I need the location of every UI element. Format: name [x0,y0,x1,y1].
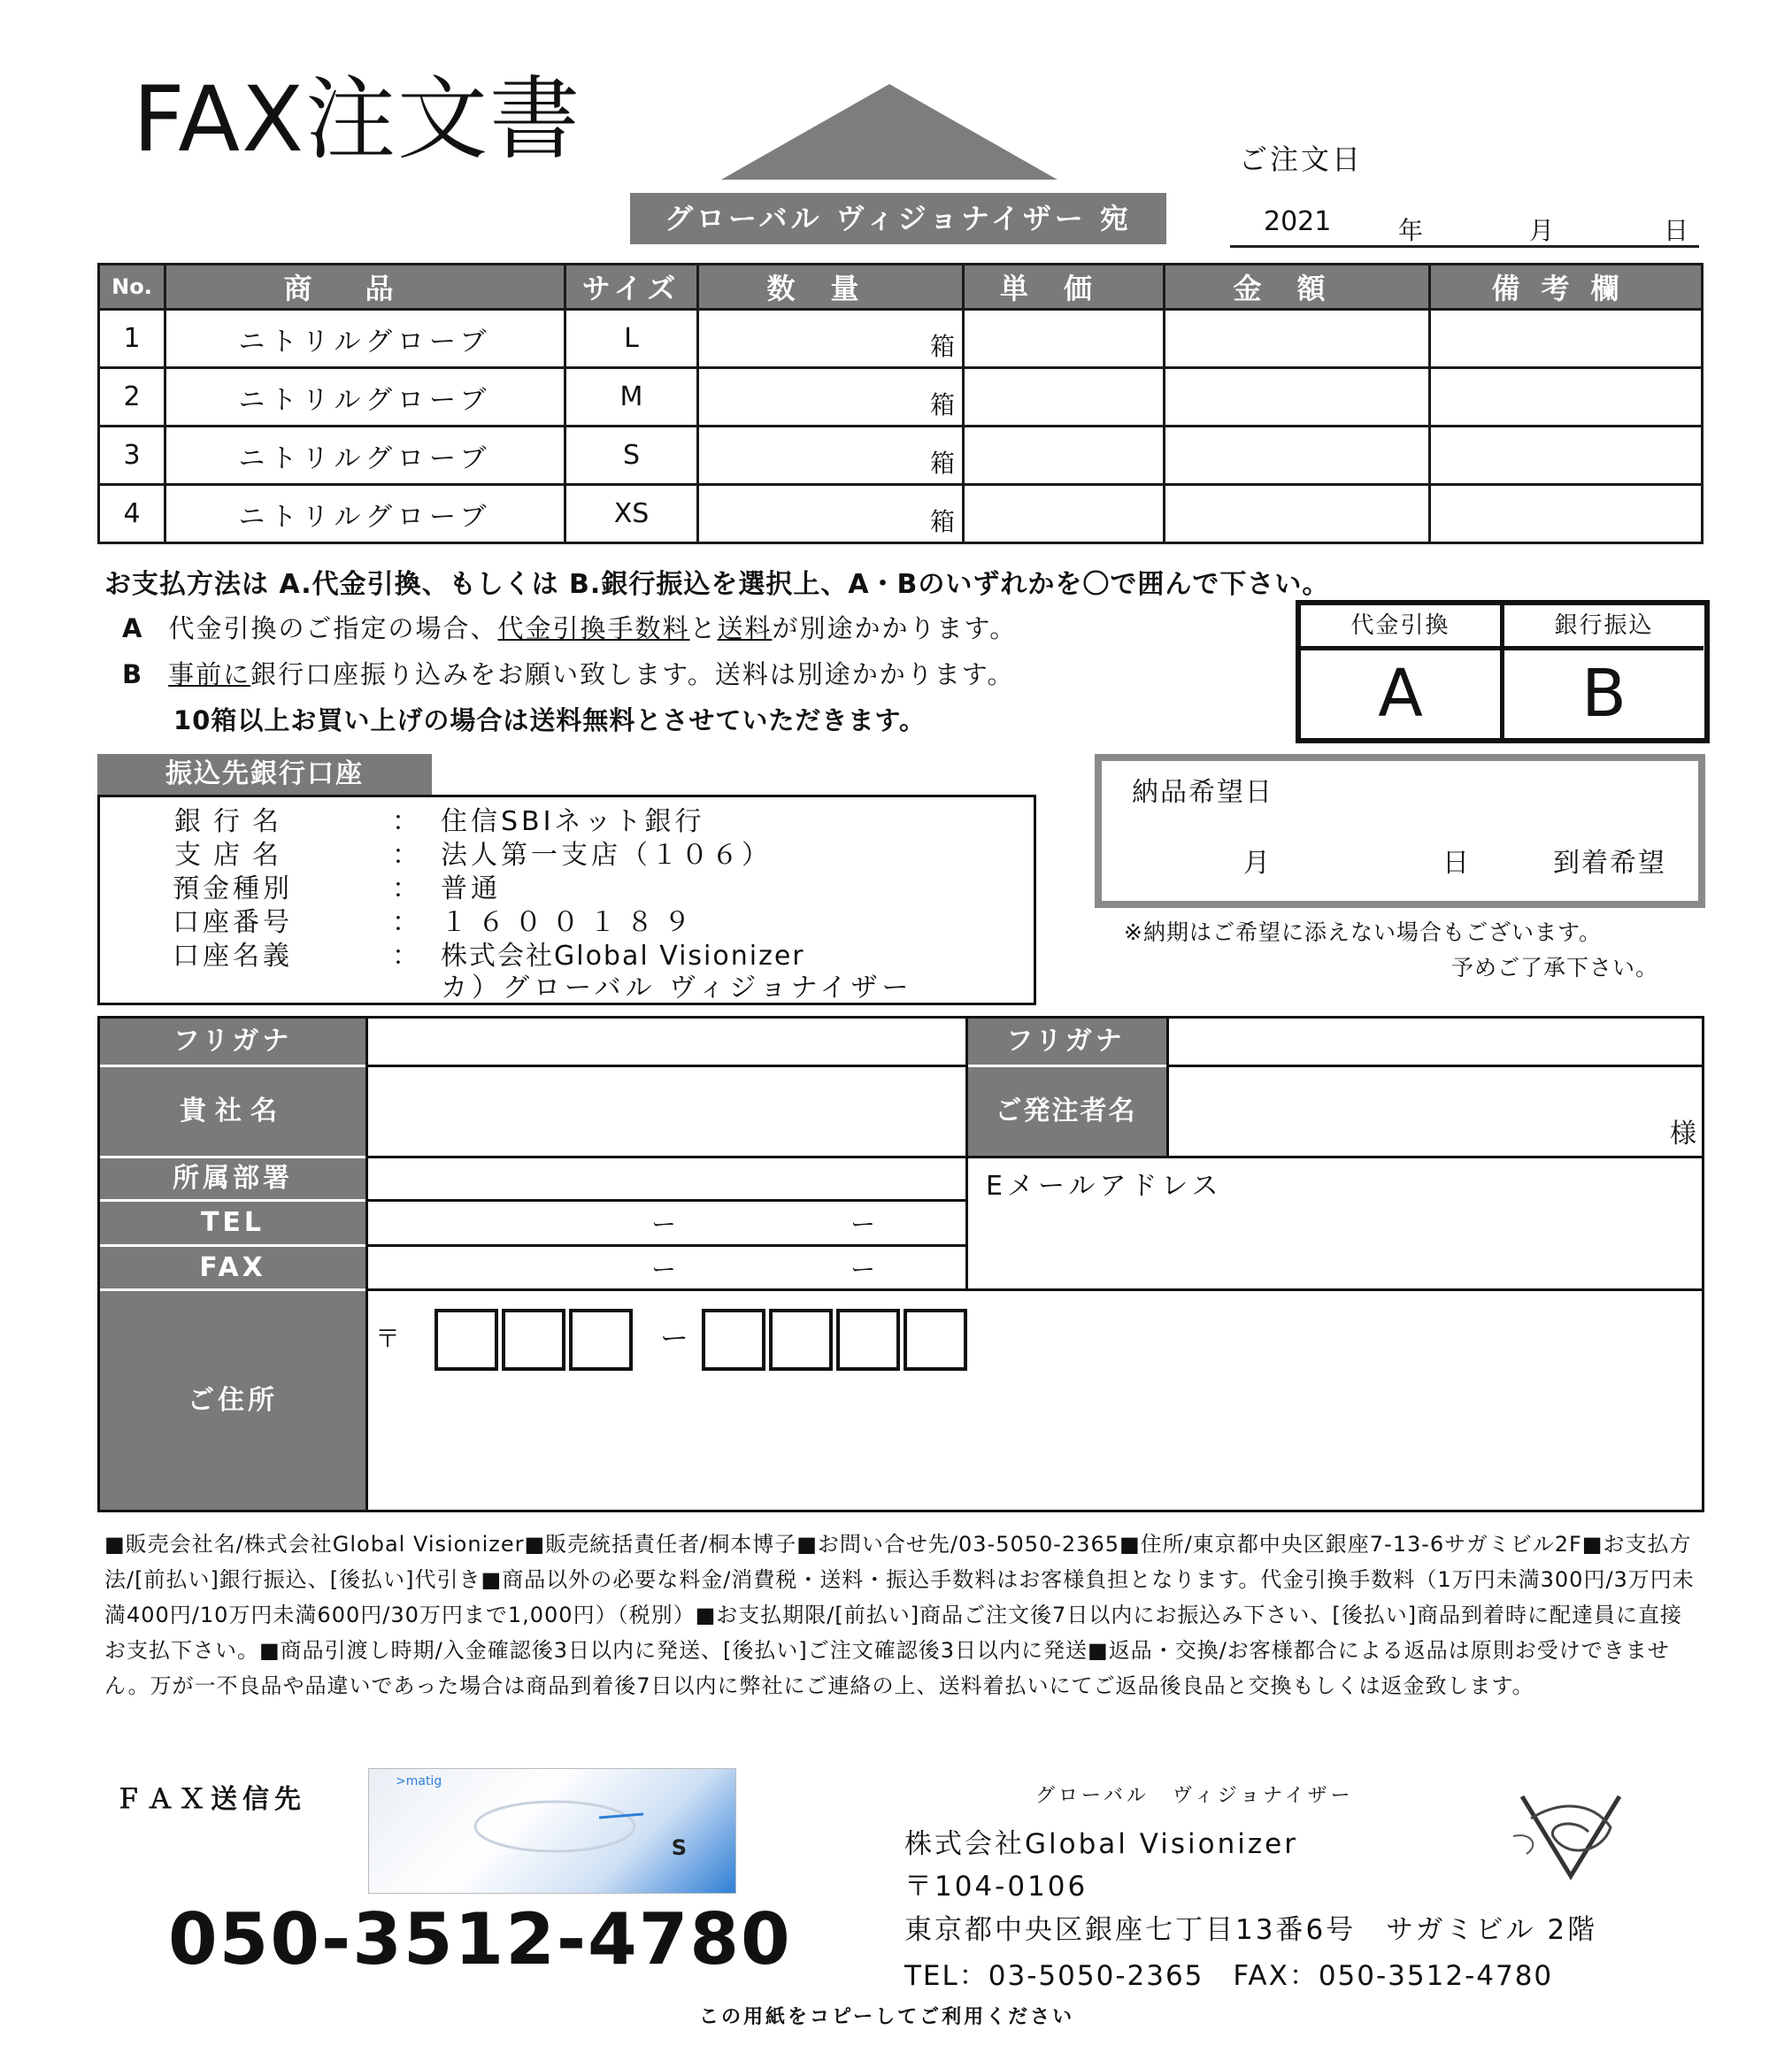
bank-label: 預金種別 [173,873,293,904]
honorific-label: 様 [1670,1119,1696,1150]
bank-colon: ： [392,941,422,972]
row-remarks-cell[interactable] [1430,310,1703,368]
row-size: S [565,427,698,485]
row-quantity-cell[interactable] [698,427,964,485]
payment-a-key: A [122,613,144,643]
col-unit-price: 単価 [964,265,1165,310]
customer-form [97,1016,1704,1512]
payment-option-a-line [122,609,1017,645]
legal-notice: ■販売会社名/株式会社Global Visionizer■販売統括責任者/桐本博子■お問い合せ先/03-5050-2365■住所/東京都中央区銀座7-13-6サガミビル2F■お支払方法/[前払い]銀行振込、[後払い]代引き■商品以外の必要な料金/消費税・送料・振込手数料はお客様負担となります。代金引換手数料（1万円未満300円/3万円未満400円/10万円未満600円/30万円まで1,000円）（税別）■お支払期限/[前払い]商品ご注文後7日以内にお振込み下さい、[後払い]商品到着時に配達員に直接お支払下さい。■商品引渡し時期/入金確認後3日以内に発送、[後払い]ご注文確認後3日以内に発送■返品・交換/お客様都合による返品は原則お受けできません。万が一不良品や品違いであった場合は商品到着後7日以内に弊社にご連絡の上、送料着払いにてご返品後良品と交換もしくは返金致します。 [104,1532,1695,1698]
delivery-note-2: 予めご了承下さい。 [1451,955,1659,981]
col-amount: 金額 [1165,265,1430,310]
row-unit-price-cell[interactable] [964,427,1165,485]
bank-label: 口座名義 [173,941,293,972]
col-quantity: 数量 [698,265,964,310]
row-quantity-cell[interactable] [698,485,964,543]
row-unit-price-cell[interactable] [964,310,1165,368]
row-no: 4 [99,485,165,543]
order-day-label: 日 [1664,216,1689,245]
col-product: 商品 [165,265,565,310]
decorative-triangle [721,84,1058,180]
company-label: 貴社名 [100,1067,365,1156]
bank-colon: ： [392,873,422,904]
tel-dash: ー [850,1210,876,1239]
row-unit: 箱 [929,449,955,478]
row-amount-cell[interactable] [1165,368,1430,427]
col-remarks: 備考欄 [1430,265,1703,310]
zip-digit-box[interactable] [904,1309,967,1371]
payment-a-text3: が別途かかります。 [772,613,1018,643]
payment-option-bank-label: 銀行振込 [1504,605,1704,650]
row-no: 2 [99,368,165,427]
zip-digit-box[interactable] [569,1309,633,1371]
postal-code-second[interactable] [702,1309,972,1371]
payment-option-cod[interactable] [1301,605,1504,738]
delivery-arrival-label: 到着希望 [1553,848,1666,879]
payment-b-text: 銀行口座振り込みをお願い致します。送料は別途かかります。 [250,659,1015,689]
fax-number: 050-3512-4780 [168,1898,792,1980]
company-contact: TEL：03-5050-2365 FAX：050-3512-4780 [904,1960,1554,1992]
row-product: ニトリルグローブ [165,368,565,427]
order-month-label: 月 [1529,216,1555,245]
bank-value: 住信SBIネット銀行 [441,806,705,837]
payment-option-b-line [122,655,1015,691]
delivery-day-label: 日 [1442,848,1469,879]
bank-holder-kana: カ）グローバル ヴィジョナイザー [441,973,913,1004]
bank-value: 普通 [441,873,501,904]
table-row [99,427,1703,485]
department-label: 所属部署 [100,1158,365,1199]
delivery-note: ※納期はご希望に添えない場合もございます。 [1124,919,1602,945]
orderer-furigana-input[interactable] [1169,1019,1702,1065]
shipping-fee-link: 送料 [717,613,773,643]
payment-option-cod-label: 代金引換 [1301,605,1500,650]
row-remarks-cell[interactable] [1430,368,1703,427]
order-date-field[interactable] [1230,199,1699,248]
col-size: サイズ [565,265,698,310]
row-remarks-cell[interactable] [1430,427,1703,485]
payment-b-key: B [122,659,144,689]
fax-destination-label: ＦＡＸ送信先 [115,1784,306,1815]
zip-digit-box[interactable] [502,1309,565,1371]
product-table-header [99,265,1703,310]
row-no: 1 [99,310,165,368]
row-size: L [565,310,698,368]
row-unit: 箱 [929,390,955,419]
company-name: 株式会社Global Visionizer [904,1828,1298,1860]
order-date-label: ご注文日 [1239,142,1364,176]
company-name-input[interactable] [368,1067,965,1156]
table-row [99,310,1703,368]
order-year-value: 2021 [1264,206,1332,237]
address-input[interactable] [368,1291,1702,1510]
company-kana: グローバル ヴィジョナイザー [1035,1785,1354,1807]
row-product: ニトリルグローブ [165,485,565,543]
row-unit-price-cell[interactable] [964,368,1165,427]
product-table [97,263,1704,544]
row-size: XS [565,485,698,543]
fax-dash: ー [651,1255,677,1284]
postal-code-first[interactable] [435,1309,638,1371]
bank-value: １６００１８９ [441,907,701,938]
table-row [99,368,1703,427]
row-quantity-cell[interactable] [698,368,964,427]
payment-option-bank-letter: B [1581,656,1627,732]
row-product: ニトリルグローブ [165,310,565,368]
glove-outline-icon [466,1791,643,1862]
fax-dash: ー [850,1255,876,1284]
delivery-month-label: 月 [1243,848,1270,879]
company-logo-icon [1504,1783,1637,1889]
row-amount-cell[interactable] [1165,485,1430,543]
order-year-label: 年 [1398,216,1424,245]
company-postal: 〒104-0106 [904,1871,1088,1903]
fax-label: FAX [100,1247,365,1288]
email-input[interactable] [968,1158,1702,1288]
department-input[interactable] [368,1158,965,1199]
payment-option-cod-letter: A [1378,656,1423,732]
tel-input[interactable] [368,1202,965,1244]
company-furigana-input[interactable] [368,1019,965,1065]
tel-label: TEL [100,1202,365,1244]
page-title: FAX注文書 [133,67,581,173]
copy-note: この用紙をコピーしてご利用ください [699,2006,1075,2028]
furigana-label: フリガナ [100,1019,365,1065]
row-size: M [565,368,698,427]
bank-colon: ： [392,806,422,837]
addressee-banner: グローバル ヴィジョナイザー 宛 [630,193,1166,244]
bank-colon: ： [392,907,422,938]
row-product: ニトリルグローブ [165,427,565,485]
bank-section-tab: 振込先銀行口座 [97,754,432,795]
zip-digit-box[interactable] [435,1309,498,1371]
col-no: No. [99,265,165,310]
product-brand: >matig [396,1774,442,1788]
bank-label: 支店名 [174,840,291,871]
row-no: 3 [99,427,165,485]
row-unit: 箱 [929,507,955,536]
payment-a-text2: と [689,613,718,643]
fax-input[interactable] [368,1247,965,1288]
row-unit-price-cell[interactable] [964,485,1165,543]
bank-info-box [97,795,1036,1005]
row-unit: 箱 [929,332,955,361]
bank-colon: ： [392,840,422,871]
furigana-label-2: フリガナ [965,1019,1166,1065]
payment-option-bank[interactable] [1504,605,1704,738]
bank-value: 法人第一支店（１０６） [441,840,772,871]
free-shipping-note: 10箱以上お買い上げの場合は送料無料とさせていただきます。 [173,705,927,735]
zip-digit-box[interactable] [702,1309,765,1371]
delivery-date-label: 納品希望日 [1132,777,1273,808]
delivery-date-box[interactable] [1095,754,1705,908]
cod-fee-link: 代金引換手数料 [497,613,690,643]
product-size-mark: S [671,1835,687,1860]
address-label: ご住所 [100,1291,365,1510]
bank-label: 口座番号 [173,907,293,938]
table-row [99,485,1703,543]
row-quantity-cell[interactable] [698,310,964,368]
tel-dash: ー [651,1210,677,1239]
row-remarks-cell[interactable] [1430,485,1703,543]
zip-digit-box[interactable] [769,1309,833,1371]
company-address: 東京都中央区銀座七丁目13番6号 サガミビル 2階 [904,1914,1598,1946]
row-amount-cell[interactable] [1165,310,1430,368]
glove-product-image [368,1768,736,1894]
bank-label: 銀行名 [174,806,291,837]
postal-dash: ー [660,1321,689,1355]
payment-instruction: お支払方法は A.代金引換、もしくは B.銀行振込を選択上、A・Bのいずれかを〇で囲んで下さい。 [104,569,1330,600]
zip-digit-box[interactable] [836,1309,900,1371]
advance-link: 事前に [168,659,251,689]
orderer-name-input[interactable] [1169,1067,1702,1156]
postal-mark: 〒 [375,1324,401,1353]
bank-value: 株式会社Global Visionizer [441,941,805,972]
payment-select-box [1296,600,1710,743]
payment-a-text1: 代金引換のご指定の場合、 [168,613,498,643]
row-amount-cell[interactable] [1165,427,1430,485]
email-label: Eメールアドレス [986,1171,1223,1202]
orderer-label: ご発注者名 [965,1067,1166,1156]
